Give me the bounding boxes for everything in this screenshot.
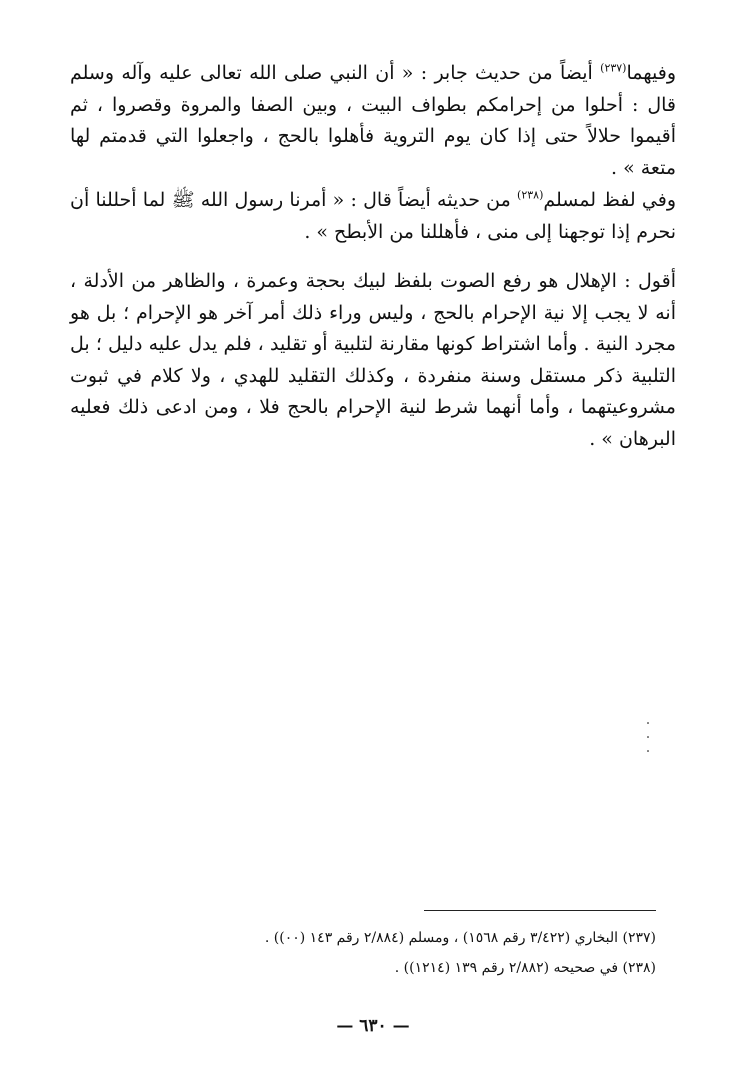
page-number: — ٦٣٠ — <box>336 1016 410 1036</box>
paragraph-text-end: من حديثه أيضاً قال : « أمرنا رسول الله ﷺ لما أحللنا أن نحرم إذا توجهنا إلى منى ، فأهللنا من الأبطح » . <box>70 189 676 243</box>
footnote-ref-237[interactable]: (٢٣٧) <box>600 61 627 75</box>
footnote-divider <box>424 910 656 911</box>
paragraph-text-end: أيضاً من حديث جابر : « أن النبي صلى الله تعالى عليه وآله وسلم قال : أحلوا من إحرامكم بطواف البيت ، وبين الصفا والمروة وقصروا ، ثم أقيموا حلالاً حتى إذا كان يوم التروية فأهلوا بالحج ، واجعلوا التي قدمتم لها متعة » . <box>70 62 676 179</box>
paragraph-commentary: أقول : الإهلال هو رفع الصوت بلفظ لبيك بحجة وعمرة ، والظاهر من الأدلة ، أنه لا يجب إلا نية الإحرام بالحج ، وليس وراء ذلك أمر آخر هو الإحرام ؛ بل هو مجرد النية . وأما اشتراط كونها مقارنة لتلبية أو تقليد ، فلم يدل عليه دليل ؛ بل التلبية ذكر مستقل وسنة منفردة ، وكذلك التقليد للهدي ، ولا كلام في ثبوت مشروعيتهما ، وأما أنهما شرط لنية الإحرام بالحج فلا ، ومن ادعى ذلك فعليه البرهان » . <box>70 270 676 450</box>
scan-speckles <box>647 722 650 762</box>
paragraph-text-start: وفيهما <box>626 62 676 84</box>
paragraph-muslim-wording <box>70 185 676 248</box>
paragraph-text-start: وفي لفظ لمسلم <box>543 189 676 211</box>
paragraph-jabir-hadith <box>70 58 676 184</box>
footnote-ref-238[interactable]: (٢٣٨) <box>517 188 544 202</box>
footnote-238: (٢٣٨) في صحيحه (٢/٨٨٢ رقم ١٣٩ (١٢١٤)) . <box>394 960 656 976</box>
footnote-237: (٢٣٧) البخاري (٣/٤٢٢ رقم ١٥٦٨) ، ومسلم (٢/٨٨٤ رقم ١٤٣ (٠٠)) . <box>264 930 656 946</box>
